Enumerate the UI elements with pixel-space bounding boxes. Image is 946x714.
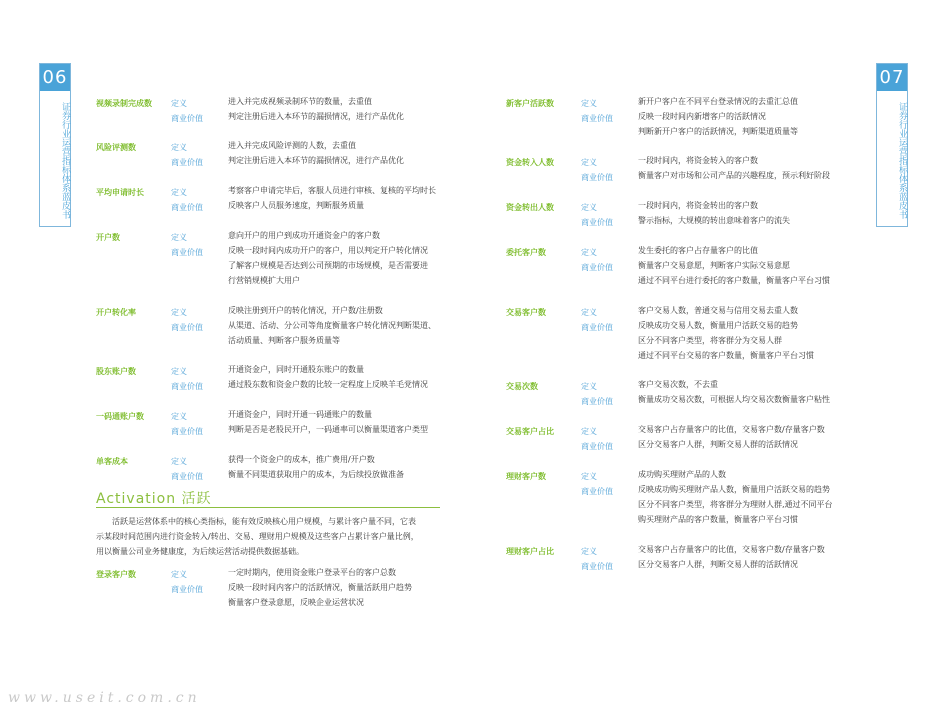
business-value-text: 判定注册后进入本环节的漏损情况，进行产品优化 bbox=[228, 156, 404, 165]
intro-line: 示某段时间范围内进行资金转入/转出、交易、理财用户规模及这些客户占累计客户量比例， bbox=[96, 532, 419, 541]
intro-line: 用以衡量公司业务健康度，为后续运营活动提供数据基础。 bbox=[96, 547, 304, 556]
business-value-label: 商业价值 bbox=[581, 173, 613, 182]
definition-text: 客户交易人数，普通交易与信用交易去重人数 bbox=[638, 306, 798, 315]
definition-label: 定义 bbox=[171, 457, 187, 466]
metric-description bbox=[638, 198, 790, 228]
definition-text: 进入并完成视频录制环节的数量，去重值 bbox=[228, 97, 372, 106]
metric-term: 单客成本 bbox=[96, 457, 128, 466]
business-value-label: 商业价值 bbox=[171, 382, 203, 391]
business-value-label: 商业价值 bbox=[171, 248, 203, 257]
business-value-text: 反映一段时间内成功开户的客户，用以判定开户转化情况 bbox=[228, 246, 428, 255]
metric-description bbox=[228, 565, 412, 610]
intro-line: 活跃是运营体系中的核心类指标，能有效反映核心用户规模，与累计客户量不同，它表 bbox=[112, 517, 416, 526]
business-value-label: 商业价值 bbox=[581, 397, 613, 406]
business-value-text: 衡量客户对市场和公司产品的兴趣程度，预示利好阶段 bbox=[638, 171, 830, 180]
metric-term: 交易客户数 bbox=[506, 308, 546, 317]
definition-text: 客户交易次数，不去重 bbox=[638, 380, 718, 389]
definition-text: 获得一个资金户的成本，推广费用/开户数 bbox=[228, 455, 375, 464]
metric-term: 交易客户占比 bbox=[506, 427, 554, 436]
section-title: Activation 活跃 bbox=[96, 491, 212, 507]
business-value-text: 衡量不同渠道获取用户的成本，为后续投放做准备 bbox=[228, 470, 404, 479]
metric-term: 平均申请时长 bbox=[96, 188, 144, 197]
business-value-text: 反映客户人员服务速度，判断服务质量 bbox=[228, 201, 364, 210]
definition-label: 定义 bbox=[581, 158, 597, 167]
metric-term: 视频录制完成数 bbox=[96, 99, 152, 108]
business-value-text: 通过股东数和资金户数的比较一定程度上反映羊毛党情况 bbox=[228, 380, 428, 389]
definition-text: 考察客户申请完毕后，客服人员进行审核、复核的平均时长 bbox=[228, 186, 436, 195]
definition-label: 定义 bbox=[581, 427, 597, 436]
business-value-label: 商业价值 bbox=[171, 114, 203, 123]
business-value-label: 商业价值 bbox=[171, 323, 203, 332]
business-value-text: 购买理财产品的客户数量，衡量客户平台习惯 bbox=[638, 515, 798, 524]
business-value-label: 商业价值 bbox=[581, 323, 613, 332]
definition-text: 一段时间内，将资金转入的客户数 bbox=[638, 156, 758, 165]
metric-description bbox=[228, 94, 404, 124]
metric-term: 委托客户数 bbox=[506, 248, 546, 257]
metric-description bbox=[638, 94, 798, 139]
business-value-text: 区分交易客户人群，判断交易人群的活跃情况 bbox=[638, 560, 798, 569]
business-value-text: 通过不同平台进行委托的客户数量，衡量客户平台习惯 bbox=[638, 276, 830, 285]
business-value-label: 商业价值 bbox=[581, 487, 613, 496]
metric-term: 新客户活跃数 bbox=[506, 99, 554, 108]
business-value-text: 衡量客户交易意愿，判断客户实际交易意愿 bbox=[638, 261, 790, 270]
business-value-text: 衡量客户登录意愿，反映企业运营状况 bbox=[228, 598, 364, 607]
definition-text: 开通资金户，同时开通一码通账户的数量 bbox=[228, 410, 372, 419]
business-value-label: 商业价值 bbox=[171, 427, 203, 436]
business-value-text: 判断是否是老股民开户，一码通率可以衡量渠道客户类型 bbox=[228, 425, 428, 434]
definition-label: 定义 bbox=[581, 308, 597, 317]
business-value-label: 商业价值 bbox=[581, 562, 613, 571]
metric-description bbox=[638, 153, 830, 183]
definition-label: 定义 bbox=[171, 99, 187, 108]
business-value-text: 区分交易客户人群，判断交易人群的活跃情况 bbox=[638, 440, 798, 449]
business-value-text: 反映成功交易人数，衡量用户活跃交易的趋势 bbox=[638, 321, 798, 330]
page-number-right: 07 bbox=[877, 64, 907, 91]
business-value-label: 商业价值 bbox=[171, 472, 203, 481]
business-value-label: 商业价值 bbox=[581, 114, 613, 123]
metric-term: 理财客户数 bbox=[506, 472, 546, 481]
definition-label: 定义 bbox=[171, 233, 187, 242]
metric-description bbox=[638, 303, 814, 363]
business-value-label: 商业价值 bbox=[171, 585, 203, 594]
metric-term: 股东账户数 bbox=[96, 367, 136, 376]
book-title-right: 证券行业运营指标体系蓝皮书 bbox=[897, 101, 907, 219]
definition-text: 交易客户占存量客户的比值，交易客户数/存量客户数 bbox=[638, 425, 825, 434]
definition-text: 新开户客户在不同平台登录情况的去重汇总值 bbox=[638, 97, 798, 106]
definition-label: 定义 bbox=[581, 472, 597, 481]
definition-label: 定义 bbox=[581, 382, 597, 391]
definition-text: 开通资金户，同时开通股东账户的数量 bbox=[228, 365, 364, 374]
business-value-text: 区分不同客户类型，将客群分为理财人群,通过不同平台 bbox=[638, 500, 833, 509]
definition-label: 定义 bbox=[581, 203, 597, 212]
metric-term: 一码通账户数 bbox=[96, 412, 144, 421]
metric-term: 开户转化率 bbox=[96, 308, 136, 317]
business-value-label: 商业价值 bbox=[171, 158, 203, 167]
section-divider bbox=[96, 507, 440, 508]
business-value-text: 通过不同平台交易的客户数量，衡量客户平台习惯 bbox=[638, 351, 814, 360]
metric-term: 理财客户占比 bbox=[506, 547, 554, 556]
business-value-text: 判断新开户客户的活跃情况，判断渠道质量等 bbox=[638, 127, 798, 136]
watermark: www.useit.com.cn bbox=[8, 690, 201, 706]
definition-text: 一定时期内，使用资金账户登录平台的客户总数 bbox=[228, 568, 396, 577]
business-value-text: 反映成功购买理财产品人数，衡量用户活跃交易的趋势 bbox=[638, 485, 830, 494]
business-value-text: 区分不同客户类型，将客群分为交易人群 bbox=[638, 336, 782, 345]
page-number-left: 06 bbox=[40, 64, 70, 91]
metric-description bbox=[638, 422, 825, 452]
metric-term: 资金转入人数 bbox=[506, 158, 554, 167]
metric-term: 交易次数 bbox=[506, 382, 538, 391]
page-tab-right bbox=[876, 63, 908, 227]
definition-label: 定义 bbox=[581, 547, 597, 556]
metric-term: 风险评测数 bbox=[96, 143, 136, 152]
business-value-text: 警示指标，大规模的转出意味着客户的流失 bbox=[638, 216, 790, 225]
business-value-label: 商业价值 bbox=[581, 218, 613, 227]
book-title-left: 证券行业运营指标体系蓝皮书 bbox=[60, 101, 70, 219]
business-value-text: 衡量成功交易次数，可根据人均交易次数衡量客户粘性 bbox=[638, 395, 830, 404]
definition-text: 意向开户的用户到成功开通资金户的客户数 bbox=[228, 231, 380, 240]
definition-text: 成功购买理财产品的人数 bbox=[638, 470, 726, 479]
metric-description bbox=[638, 467, 833, 527]
metric-description bbox=[638, 377, 830, 407]
metric-description bbox=[228, 303, 436, 348]
metric-term: 登录客户数 bbox=[96, 570, 136, 579]
business-value-text: 从渠道、活动、分公司等角度衡量客户转化情况判断渠道、 bbox=[228, 321, 436, 330]
metric-description bbox=[638, 243, 830, 288]
definition-label: 定义 bbox=[171, 308, 187, 317]
definition-label: 定义 bbox=[171, 143, 187, 152]
business-value-label: 商业价值 bbox=[581, 442, 613, 451]
metric-description bbox=[228, 407, 428, 437]
definition-label: 定义 bbox=[171, 570, 187, 579]
metric-description bbox=[228, 138, 404, 168]
business-value-label: 商业价值 bbox=[171, 203, 203, 212]
section-intro bbox=[96, 514, 440, 559]
metric-description bbox=[228, 452, 404, 482]
metric-description bbox=[228, 228, 428, 288]
metric-term: 开户数 bbox=[96, 233, 120, 242]
definition-label: 定义 bbox=[581, 248, 597, 257]
business-value-text: 反映一段时间内客户的活跃情况，衡量活跃用户趋势 bbox=[228, 583, 412, 592]
definition-text: 发生委托的客户占存量客户的比值 bbox=[638, 246, 758, 255]
definition-text: 进入并完成风险评测的人数，去重值 bbox=[228, 141, 356, 150]
definition-label: 定义 bbox=[171, 412, 187, 421]
metric-description bbox=[228, 183, 436, 213]
definition-text: 反映注册到开户的转化情况，开户数/注册数 bbox=[228, 306, 383, 315]
business-value-text: 行营销规模扩大用户 bbox=[228, 276, 300, 285]
definition-text: 交易客户占存量客户的比值，交易客户数/存量客户数 bbox=[638, 545, 825, 554]
definition-text: 一段时间内，将资金转出的客户数 bbox=[638, 201, 758, 210]
definition-label: 定义 bbox=[581, 99, 597, 108]
business-value-text: 判定注册后进入本环节的漏损情况，进行产品优化 bbox=[228, 112, 404, 121]
business-value-text: 活动质量、判断客户服务质量等 bbox=[228, 336, 340, 345]
metric-description bbox=[638, 542, 825, 572]
definition-label: 定义 bbox=[171, 367, 187, 376]
business-value-text: 了解客户规模是否达到公司预期的市场规模，是否需要进 bbox=[228, 261, 428, 270]
metric-description bbox=[228, 362, 428, 392]
business-value-label: 商业价值 bbox=[581, 263, 613, 272]
metric-term: 资金转出人数 bbox=[506, 203, 554, 212]
definition-label: 定义 bbox=[171, 188, 187, 197]
page-tab-left bbox=[39, 63, 71, 227]
business-value-text: 反映一段时间内新增客户的活跃情况 bbox=[638, 112, 766, 121]
